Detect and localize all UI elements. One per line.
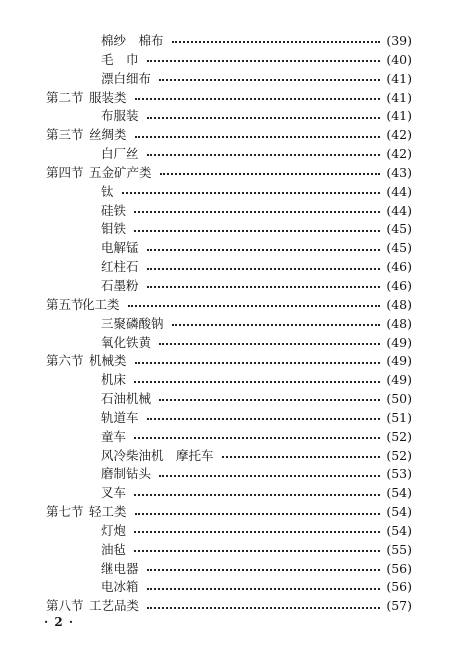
toc-title: 童车	[101, 428, 127, 444]
toc-title-line	[101, 183, 412, 202]
toc-title: 布服装	[101, 108, 139, 124]
dot-leader	[159, 475, 380, 477]
toc-title: 油毡	[101, 541, 127, 557]
toc-title-line	[101, 258, 412, 277]
toc-page-number: (53)	[386, 466, 412, 482]
toc-entry	[0, 578, 450, 597]
dot-leader	[147, 249, 381, 251]
toc-page-number: (42)	[386, 146, 412, 162]
toc-title: 三聚磷酸钠	[101, 315, 164, 331]
toc-title: 棉纱 棉布	[101, 33, 164, 48]
toc-page-number: (49)	[386, 353, 412, 369]
toc-title-line	[101, 51, 412, 70]
toc-title: 风冷柴油机 摩托车	[101, 447, 214, 463]
toc-title-line	[101, 32, 412, 51]
toc-page-number: (41)	[386, 108, 412, 124]
toc-entry	[0, 541, 450, 560]
toc-entry	[0, 32, 450, 51]
toc-title-line	[101, 409, 412, 428]
toc-title: 硅铁	[101, 202, 127, 218]
toc-page-number: (52)	[386, 447, 412, 463]
dot-leader	[135, 513, 381, 515]
toc-page-number: (54)	[386, 522, 412, 538]
toc-title: 石墨粉	[101, 277, 139, 293]
toc-page-number: (43)	[386, 164, 412, 180]
dot-leader	[135, 98, 381, 100]
toc-page-number: (41)	[386, 89, 412, 105]
toc-title-line	[101, 277, 412, 296]
toc-title: 石油机械	[101, 391, 152, 407]
dot-leader	[147, 154, 381, 156]
toc-entry	[0, 107, 450, 126]
toc-entry	[0, 315, 450, 334]
toc-title: 钼铁	[101, 221, 127, 237]
toc-entry	[0, 447, 450, 466]
toc-title-line	[89, 164, 412, 183]
toc-title: 钛	[101, 183, 114, 199]
toc-page-number: (51)	[386, 409, 412, 425]
section-number: 第三节	[46, 127, 84, 143]
toc-page-number: (45)	[386, 221, 412, 237]
toc-page-number: (46)	[386, 259, 412, 275]
section-number: 第四节	[46, 164, 84, 180]
dot-leader	[147, 60, 381, 62]
toc-title: 灯炮	[101, 522, 127, 538]
toc-title-line	[101, 541, 412, 560]
toc-page-number: (44)	[386, 202, 412, 218]
toc-entry	[0, 597, 450, 616]
dot-leader	[122, 192, 381, 194]
toc-title-line	[101, 578, 412, 597]
dot-leader	[147, 268, 381, 270]
toc-title-line	[89, 126, 412, 145]
dot-leader	[222, 456, 381, 458]
toc-title: 磨制钻头	[101, 466, 152, 482]
toc-entry	[0, 560, 450, 579]
toc-title-line	[101, 371, 412, 390]
toc-title-line	[101, 220, 412, 239]
toc-title: 白厂丝	[101, 146, 139, 162]
dot-leader	[134, 211, 380, 213]
toc-entry	[0, 409, 450, 428]
toc-entry	[0, 352, 450, 371]
toc-page-number: (54)	[386, 485, 412, 501]
toc-page-number: (52)	[386, 428, 412, 444]
toc-title: 电冰箱	[101, 579, 139, 595]
toc-title-line	[101, 465, 412, 484]
toc-entry	[0, 202, 450, 221]
toc-title: 轻工类	[89, 504, 127, 520]
toc-page-number: (50)	[386, 391, 412, 407]
dot-leader	[147, 418, 381, 420]
toc-page-number: (55)	[386, 541, 412, 557]
dot-leader	[147, 569, 381, 571]
toc-entry	[0, 145, 450, 164]
toc-title-line	[89, 352, 412, 371]
dot-leader	[159, 343, 380, 345]
dot-leader	[160, 173, 381, 175]
dot-leader	[172, 324, 381, 326]
toc-entry	[0, 296, 450, 315]
section-number: 第二节	[46, 89, 84, 105]
dot-leader	[134, 437, 380, 439]
toc-title-line	[101, 202, 412, 221]
toc-title: 五金矿产类	[89, 164, 152, 180]
toc-title: 叉车	[101, 485, 127, 501]
toc-title-line	[101, 315, 412, 334]
section-number: 第七节	[46, 504, 84, 520]
toc-entry	[0, 220, 450, 239]
toc-entry	[0, 465, 450, 484]
toc-title: 继电器	[101, 560, 139, 576]
toc-title-line	[101, 522, 412, 541]
toc-title-line	[101, 560, 412, 579]
toc-entry	[0, 484, 450, 503]
toc-entry	[0, 277, 450, 296]
toc-title: 化工类	[82, 296, 120, 312]
dot-leader	[128, 305, 381, 307]
toc-entry	[0, 258, 450, 277]
toc-page-number: (56)	[386, 579, 412, 595]
toc-page-number: (54)	[386, 504, 412, 520]
toc-entry	[0, 371, 450, 390]
toc-page-number: (56)	[386, 560, 412, 576]
toc-page-number: (49)	[386, 334, 412, 350]
dot-leader	[134, 230, 380, 232]
toc-title-line	[101, 390, 412, 409]
toc-title-line	[101, 107, 412, 126]
toc-page-number: (49)	[386, 372, 412, 388]
toc-page-number: (57)	[386, 598, 412, 614]
dot-leader	[135, 362, 381, 364]
dot-leader	[147, 117, 381, 119]
toc-title-line	[101, 334, 412, 353]
toc-page-number: (44)	[386, 183, 412, 199]
dot-leader	[147, 607, 380, 609]
dot-leader	[172, 41, 381, 43]
toc-entry	[0, 390, 450, 409]
toc-page-number: (45)	[386, 240, 412, 256]
toc-page-number: (48)	[386, 315, 412, 331]
toc-title-line	[101, 447, 412, 466]
dot-leader	[147, 286, 381, 288]
section-number: 第六节	[46, 353, 84, 369]
toc-title: 机械类	[89, 353, 127, 369]
toc-page-number: (48)	[386, 296, 412, 312]
section-number: 第八节	[46, 598, 84, 614]
toc-title-line	[101, 70, 412, 89]
toc-title: 服装类	[89, 89, 127, 105]
toc-page-number: (39)	[386, 33, 412, 48]
toc-entry	[0, 89, 450, 108]
toc-title: 氧化铁黄	[101, 334, 152, 350]
toc-title: 丝绸类	[89, 127, 127, 143]
table-of-contents	[0, 32, 450, 616]
dot-leader	[159, 399, 380, 401]
dot-leader	[159, 79, 380, 81]
toc-entry	[0, 183, 450, 202]
toc-title: 机床	[101, 372, 127, 388]
toc-entry	[0, 70, 450, 89]
toc-entry	[0, 239, 450, 258]
toc-title-line	[89, 597, 412, 616]
dot-leader	[134, 550, 380, 552]
toc-page-number: (41)	[386, 70, 412, 86]
toc-title: 毛 巾	[101, 51, 139, 67]
toc-entry	[0, 164, 450, 183]
toc-title-line	[89, 89, 412, 108]
toc-title: 红柱石	[101, 259, 139, 275]
toc-page-number: (42)	[386, 127, 412, 143]
toc-page-number: (40)	[386, 51, 412, 67]
dot-leader	[134, 494, 380, 496]
section-number: 第五节	[46, 296, 84, 312]
toc-entry	[0, 522, 450, 541]
toc-entry	[0, 503, 450, 522]
toc-title: 电解锰	[101, 240, 139, 256]
toc-title-line	[82, 296, 412, 315]
dot-leader	[134, 381, 380, 383]
dot-leader	[134, 531, 380, 533]
toc-entry	[0, 428, 450, 447]
toc-title: 漂白细布	[101, 70, 152, 86]
toc-entry	[0, 334, 450, 353]
toc-title-line	[101, 145, 412, 164]
toc-page-number: (46)	[386, 277, 412, 293]
toc-entry	[0, 126, 450, 145]
toc-title: 工艺品类	[89, 598, 140, 614]
toc-title: 轨道车	[101, 409, 139, 425]
page-number: · 2 ·	[44, 615, 75, 629]
toc-entry	[0, 51, 450, 70]
toc-title-line	[101, 428, 412, 447]
toc-title-line	[89, 503, 412, 522]
dot-leader	[147, 588, 381, 590]
toc-title-line	[101, 239, 412, 258]
toc-title-line	[101, 484, 412, 503]
dot-leader	[135, 136, 381, 138]
